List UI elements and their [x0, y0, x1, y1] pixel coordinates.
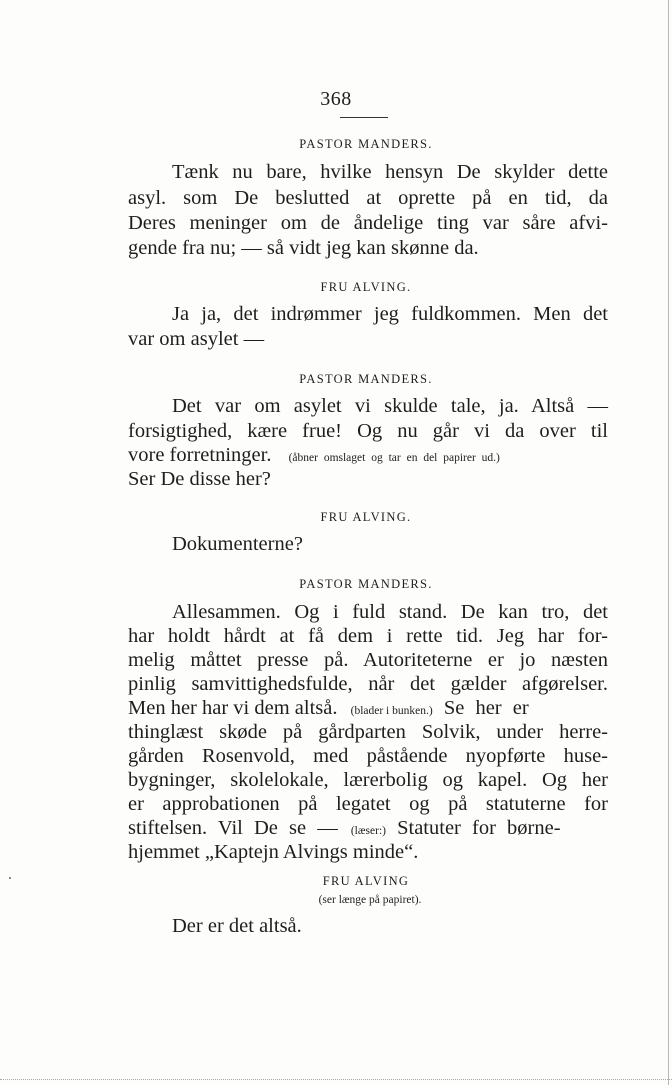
speaker-name: FRU ALVING.: [320, 510, 412, 524]
text-line: Det var om asylet vi skulde tale, ja. Altså —: [172, 395, 608, 417]
stage-direction: (ser længe på papiret).: [318, 894, 422, 906]
text-line: melig måttet presse på. Autoriteterne er jo næsten: [128, 649, 608, 671]
stage-direction: (blader i bunken.): [350, 705, 433, 717]
text-line: gende fra nu; — så vidt jeg kan skønne da.: [128, 237, 479, 259]
speaker-name: PASTOR MANDERS.: [299, 137, 433, 151]
text-segment: Se her er: [443, 697, 529, 719]
text-line: Der er det altså.: [172, 915, 302, 937]
page-edge-right: [668, 0, 669, 1085]
text-line: var om asylet —: [128, 328, 265, 350]
text-line: har holdt hårdt at få dem i rette tid. Jeg har for-: [128, 625, 608, 647]
stage-direction: (læser:): [350, 825, 386, 837]
speaker-name: FRU ALVING: [322, 874, 410, 888]
text-line: bygninger, skolelokale, lærerbolig og kapel. Og her: [128, 769, 608, 791]
page-number: 368: [320, 88, 352, 110]
text-line: Deres meninger om de åndelige ting var såre afvi-: [128, 212, 608, 234]
text-segment: Statuter for børne-: [397, 817, 561, 839]
text-segment: vore forretninger.: [128, 444, 272, 466]
text-line: Allesammen. Og i fuld stand. De kan tro, det: [172, 601, 608, 623]
text-segment: stiftelsen. Vil De se —: [128, 817, 338, 839]
text-line: Dokumenterne?: [172, 533, 303, 555]
speaker-name: FRU ALVING.: [320, 280, 412, 294]
text-line: Ser De disse her?: [128, 468, 271, 490]
text-line: [128, 443, 500, 470]
text-line: pinlig samvittighedsfulde, når det gælder afgørelser.: [128, 673, 608, 695]
text-line: gården Rosenvold, med påstående nyopførte huse-: [128, 745, 608, 767]
text-line: [128, 696, 529, 723]
text-line: forsigtighed, kære frue! Og nu går vi da over til: [128, 420, 608, 442]
page-edge-bottom: [0, 1079, 672, 1081]
text-line: thinglæst skøde på gårdparten Solvik, under herre-: [128, 721, 608, 743]
text-line: Tænk nu bare, hvilke hensyn De skylder dette: [172, 161, 608, 183]
text-line: Ja ja, det indrømmer jeg fuldkommen. Men det: [172, 303, 608, 325]
speaker-name: PASTOR MANDERS.: [299, 372, 433, 386]
text-line: asyl. som De beslutted at oprette på en tid, da: [128, 187, 608, 209]
text-line: hjemmet „Kaptejn Alvings minde“.: [128, 841, 419, 863]
text-line: er approbationen på legatet og på statuterne for: [128, 793, 608, 815]
stage-direction: (åbner omslaget og tar en del papirer ud.): [288, 452, 500, 464]
speaker-name: PASTOR MANDERS.: [299, 577, 433, 591]
text-line: [128, 816, 561, 843]
text-segment: Men her har vi dem altså.: [128, 697, 338, 719]
page-number-underline: [340, 117, 388, 118]
